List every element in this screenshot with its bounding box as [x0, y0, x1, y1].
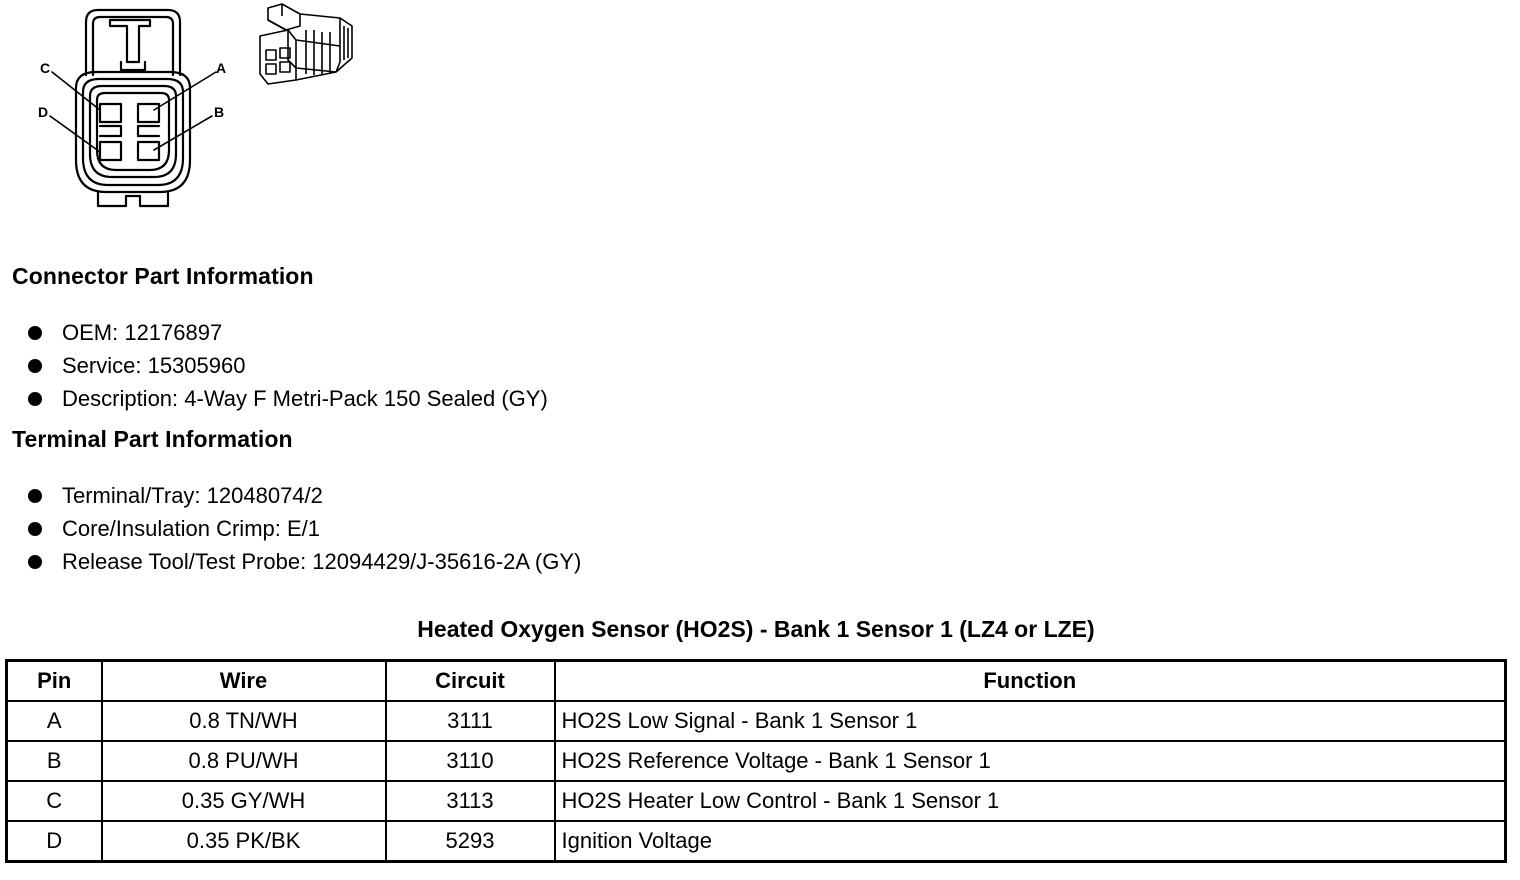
cell-circuit: 5293	[386, 821, 555, 862]
bullet-icon	[28, 326, 42, 340]
connector-part-info-heading: Connector Part Information	[12, 263, 314, 289]
cell-function: HO2S Reference Voltage - Bank 1 Sensor 1	[555, 741, 1506, 781]
list-item: Description: 4-Way F Metri-Pack 150 Sealed (GY)	[28, 382, 548, 415]
list-item: Release Tool/Test Probe: 12094429/J-35616-2A (GY)	[28, 545, 581, 578]
list-item: Terminal/Tray: 12048074/2	[28, 479, 581, 512]
bullet-icon	[28, 489, 42, 503]
table-row	[7, 701, 1506, 741]
connector-part-info-list	[28, 316, 548, 415]
list-item: Service: 15305960	[28, 349, 548, 382]
pin-label-b: B	[214, 104, 225, 120]
cell-circuit: 3111	[386, 701, 555, 741]
table-header-row	[7, 661, 1506, 702]
header-wire: Wire	[102, 661, 386, 702]
table-row	[7, 741, 1506, 781]
cavity-c	[100, 104, 121, 122]
bullet-icon	[28, 555, 42, 569]
cell-pin: C	[7, 781, 102, 821]
cell-pin: D	[7, 821, 102, 862]
cell-circuit: 3110	[386, 741, 555, 781]
cell-pin: B	[7, 741, 102, 781]
pin-table	[5, 659, 1507, 863]
cell-circuit: 3113	[386, 781, 555, 821]
pin-label-d: D	[38, 104, 49, 120]
pin-table-title: Heated Oxygen Sensor (HO2S) - Bank 1 Sensor 1 (LZ4 or LZE)	[417, 616, 1095, 642]
cavity-a	[138, 104, 159, 122]
table-row	[7, 781, 1506, 821]
pin-label-c: C	[40, 60, 51, 76]
cell-pin: A	[7, 701, 102, 741]
cell-wire: 0.35 GY/WH	[102, 781, 386, 821]
cavity-d	[100, 142, 121, 160]
cell-function: HO2S Heater Low Control - Bank 1 Sensor 1	[555, 781, 1506, 821]
bullet-icon	[28, 392, 42, 406]
bullet-icon	[28, 522, 42, 536]
terminal-part-info-heading: Terminal Part Information	[12, 426, 293, 452]
terminal-part-info-list	[28, 479, 581, 578]
cell-wire: 0.8 PU/WH	[102, 741, 386, 781]
list-item: Core/Insulation Crimp: E/1	[28, 512, 581, 545]
bullet-icon	[28, 359, 42, 373]
table-row	[7, 821, 1506, 862]
cell-function: HO2S Low Signal - Bank 1 Sensor 1	[555, 701, 1506, 741]
header-function: Function	[555, 661, 1506, 702]
cell-wire: 0.8 TN/WH	[102, 701, 386, 741]
list-item: OEM: 12176897	[28, 316, 548, 349]
cell-function: Ignition Voltage	[555, 821, 1506, 862]
cavity-b	[138, 142, 159, 160]
header-circuit: Circuit	[386, 661, 555, 702]
pin-label-a: A	[216, 60, 227, 76]
leader-line-a	[154, 72, 216, 110]
connector-isometric-image	[260, 4, 352, 84]
connector-diagram	[0, 0, 380, 220]
header-pin: Pin	[7, 661, 102, 702]
connector-latch	[86, 10, 180, 75]
cell-wire: 0.35 PK/BK	[102, 821, 386, 862]
